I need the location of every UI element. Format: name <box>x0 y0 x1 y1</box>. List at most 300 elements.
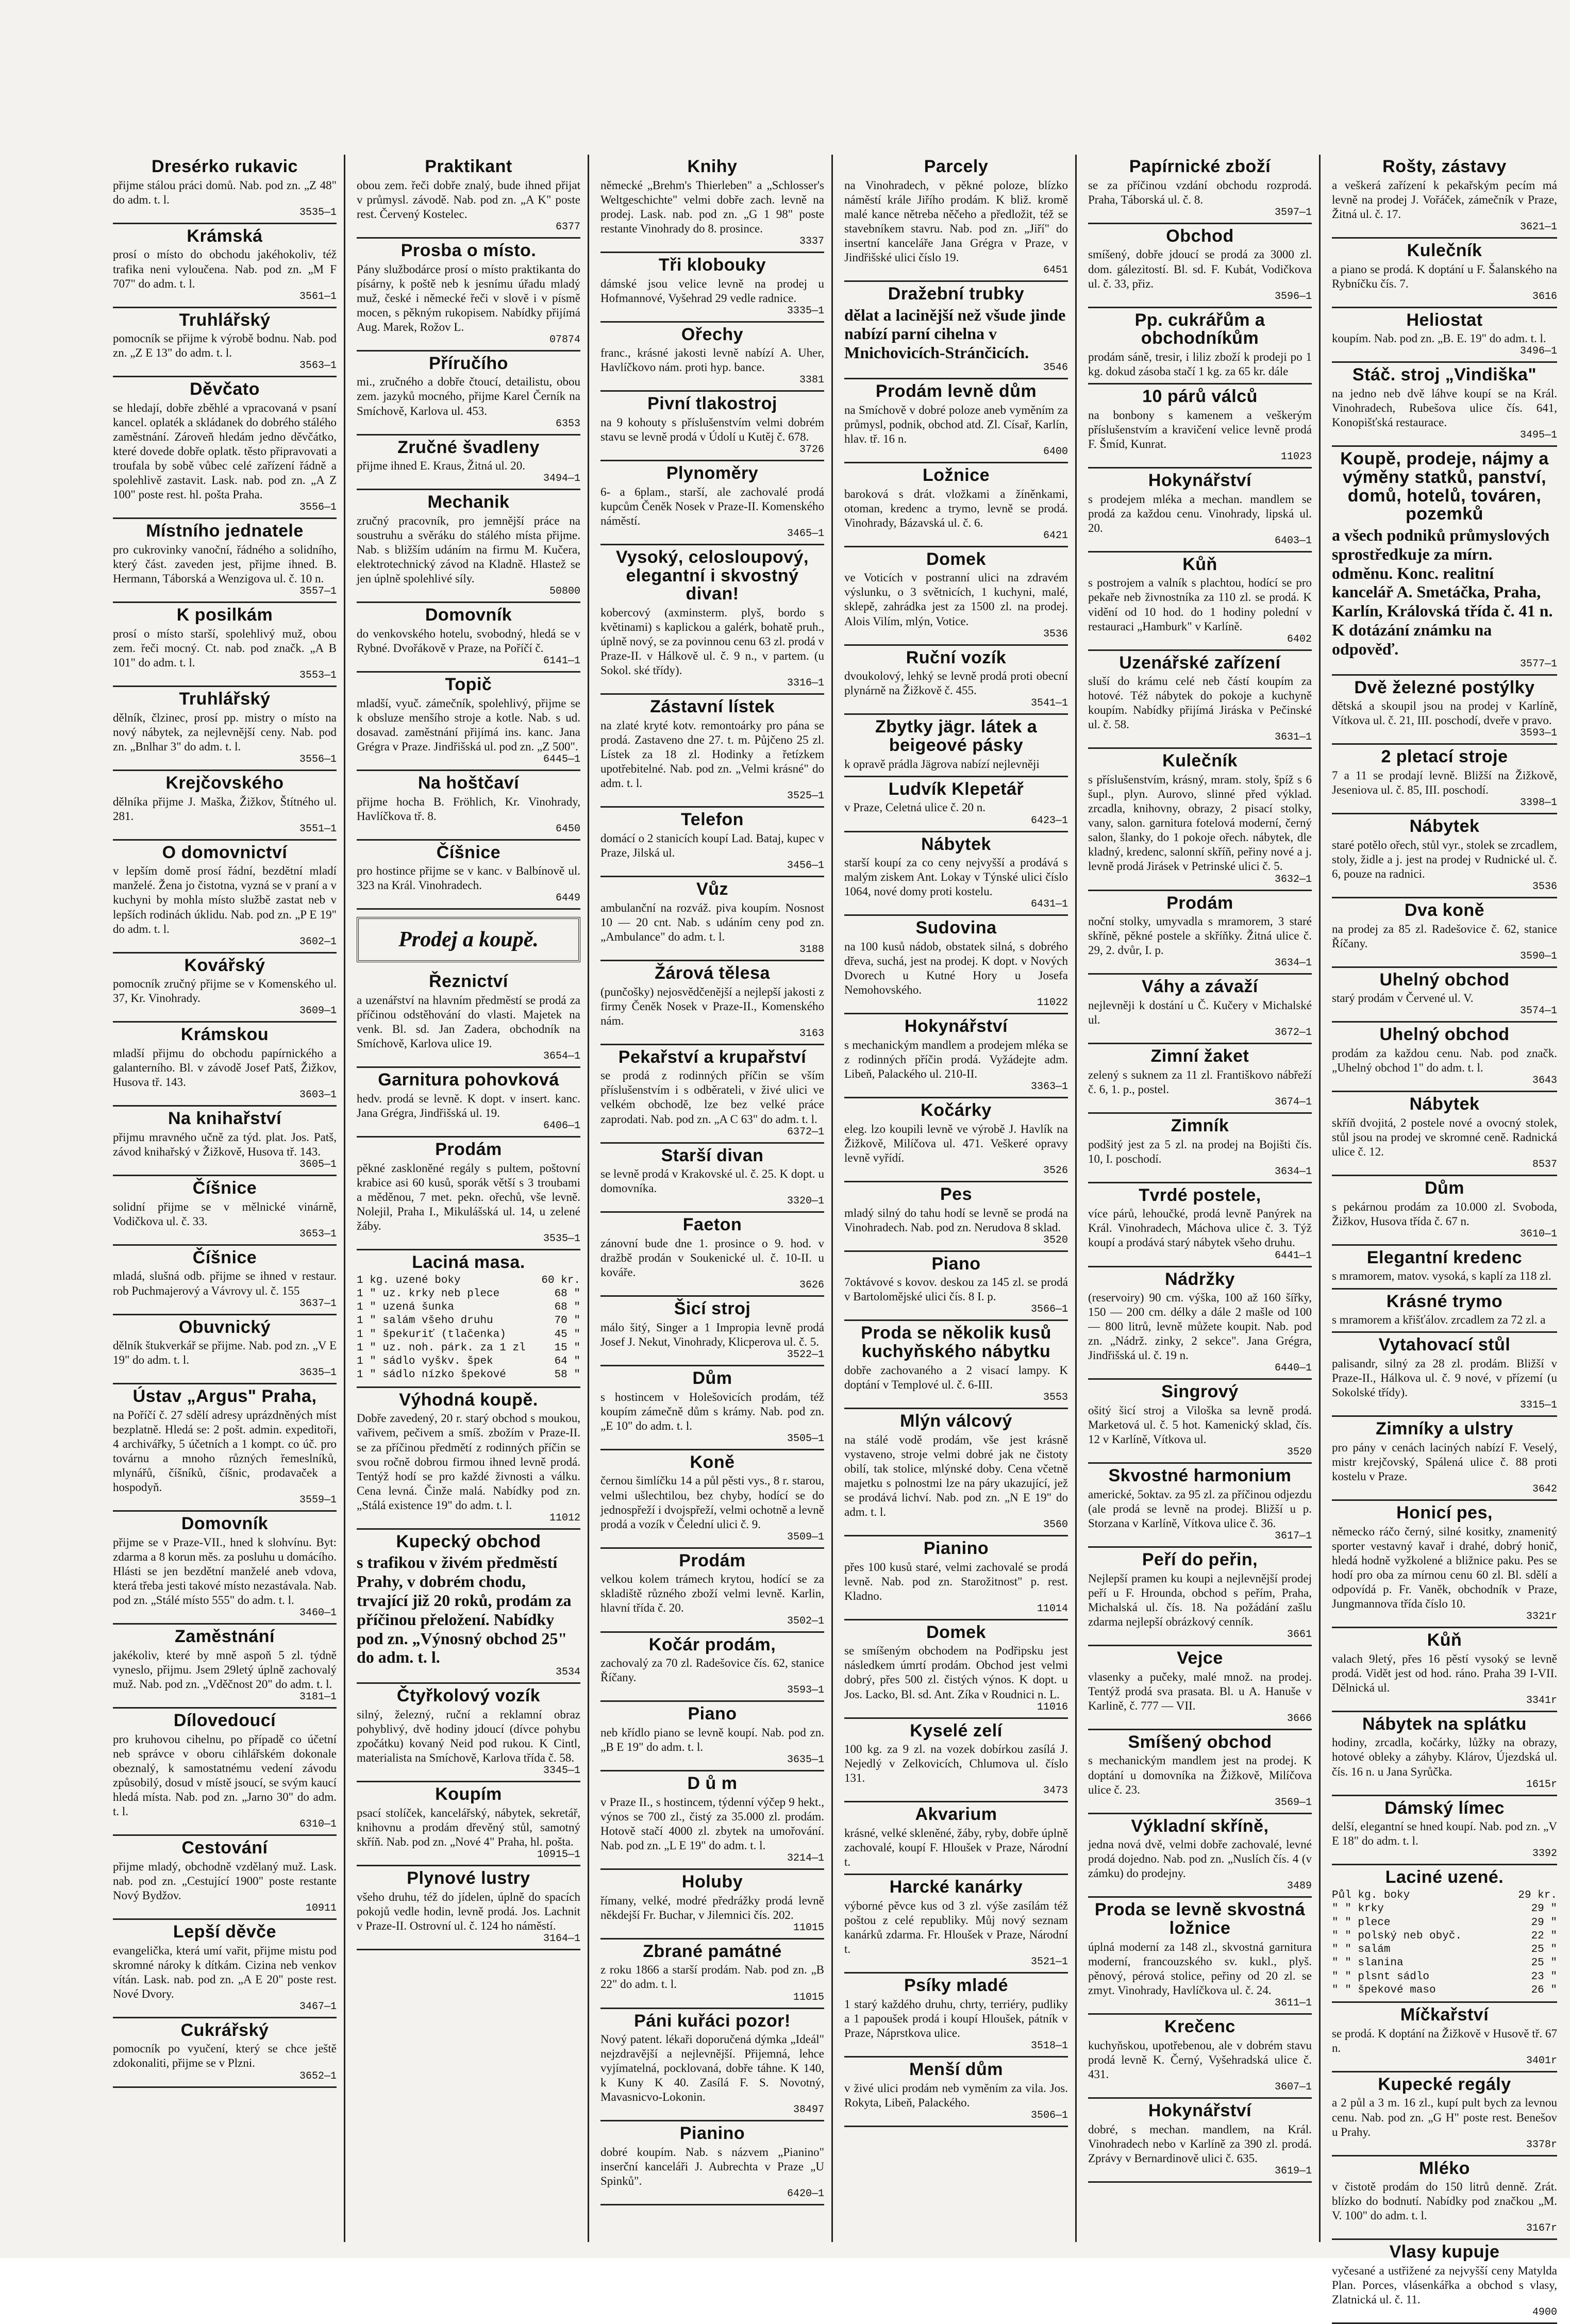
ad-code: 3611—1 <box>1274 1997 1312 2009</box>
ad-heading: Zaměstnání <box>175 1627 275 1647</box>
ad-heading: Praktikant <box>425 157 512 176</box>
price-list-item: 1 kg. uzené boky <box>357 1274 461 1286</box>
ad-text: mi., zručného a dobře čtoucí, detailistu, obou zem. jazyků mocného, přijme Karel Černík na Smíchově, Karlova ul. 453. <box>357 375 580 417</box>
classified-ad <box>844 547 1068 646</box>
ad-code: 11023 <box>1280 450 1312 463</box>
ad-code: 6441—1 <box>1274 1249 1312 1262</box>
price-list-price: 45 " <box>554 1328 580 1341</box>
ad-heading: Prosba o místo. <box>400 240 537 260</box>
ad-code: 3652—1 <box>299 2070 337 2082</box>
ad-code: 3560 <box>1043 1518 1068 1531</box>
classified-ad <box>1088 1183 1312 1267</box>
ad-code: 6451 <box>1043 264 1068 276</box>
classified-ad <box>844 1875 1068 1974</box>
classified-ad <box>1088 384 1312 469</box>
ad-heading: Krámskou <box>180 1025 269 1045</box>
ad-text: krásné, velké skleněné, žáby, ryby, dobře úplně zachovalé, koupí F. Hloušek v Praze, Národní t. <box>844 1827 1068 1869</box>
ad-code: 3341r <box>1526 1694 1557 1707</box>
classified-ad <box>1088 975 1312 1044</box>
ad-code: 6445—1 <box>543 753 580 765</box>
price-list-item: " " polský neb obyč. <box>1332 1930 1462 1942</box>
ad-text: málo šitý, Singer a 1 Impropia levně prodá Josef J. Nekut, Vinohrady, Klicperova ul. č. 5. <box>600 1320 824 1348</box>
ad-text: dělník štukverkář se přijme. Nab. pod zn. „V E 19" do adm. t. l. <box>113 1339 337 1367</box>
price-list-item: 1 " uzená šunka <box>357 1301 455 1314</box>
ad-heading: Kulečník <box>1407 240 1482 260</box>
classified-ad <box>113 603 337 687</box>
classified-ad <box>1088 651 1312 749</box>
ad-code: 3521—1 <box>1030 1956 1068 1968</box>
classified-ad <box>1088 155 1312 224</box>
ad-text: německo ráčo černý, silné kositky, znamenitý sporter vestavný kavař i drahé, dobrý honič, hledá hodně vyžkolené a bližnice paku. Pes se hodí pro oba za mírnou cenu 60 zl. Bl. sdělí a odpovídá p. Fr. Vaněk, obchodník v Praze, Jungmannova třída číslo 10. <box>1332 1525 1557 1610</box>
ad-heading: Obuvnický <box>178 1317 271 1337</box>
ad-heading: Telefon <box>681 810 744 830</box>
ad-code: 11022 <box>1037 997 1068 1009</box>
classified-ad <box>113 1246 337 1315</box>
price-list-price: 15 " <box>554 1342 580 1354</box>
ad-heading: Cestování <box>181 1838 268 1858</box>
ad-text: s prodejem mléka a mechan. mandlem se prodá za každou cenu. Vinohrady, lipská ul. 20. <box>1088 492 1312 534</box>
classified-ad <box>844 1719 1068 1803</box>
ad-code: 3654—1 <box>543 1050 580 1063</box>
price-list-row <box>357 1342 580 1355</box>
ad-heading: Pivní tlakostroj <box>647 394 777 414</box>
ad-code: 3619—1 <box>1274 2165 1312 2177</box>
ad-heading: Elegantní kredenc <box>1366 1247 1523 1267</box>
ad-text: a všech podniků průmyslových sprostředkuje za mírn. odměnu. Konc. realitní kancelář A. Smetáčka, Praha, Karlín, Královská třída č. 41 n. K dotázání známku na odpověď. <box>1332 525 1553 658</box>
ad-code: 3551—1 <box>299 823 337 835</box>
ad-text: přijme ihned E. Kraus, Žitná ul. 20. <box>357 459 526 473</box>
ad-code: 3536 <box>1043 628 1068 640</box>
ad-heading: Krámská <box>187 226 263 246</box>
classified-ad <box>1332 2003 1557 2072</box>
ad-code: 3188 <box>799 943 824 956</box>
ad-text: s hostincem v Holešovicích prodám, též koupím zámečně dům s krámy. Nab. pod zn. „E 10" do adm. t. l. <box>600 1390 824 1432</box>
price-list-item: " " plece <box>1332 1916 1391 1929</box>
ad-heading: Obchod <box>1166 226 1234 246</box>
ad-heading: Plynoměry <box>666 463 759 483</box>
classified-ad <box>1332 676 1557 745</box>
classified-ad <box>844 916 1068 1014</box>
ad-text: zachovalý za 70 zl. Radešovice čís. 62, stanice Říčany. <box>600 1657 824 1684</box>
ad-code: 3557—1 <box>299 586 337 598</box>
column-3 <box>593 155 833 2242</box>
ad-code: 3363—1 <box>1030 1081 1068 1093</box>
classified-ad <box>600 695 824 808</box>
ad-code: 3392 <box>1532 1848 1557 1860</box>
ad-code: 3465—1 <box>787 528 824 540</box>
classified-ad <box>357 1138 580 1250</box>
ad-text: a uzenářství na hlavním předměstí se prodá za příčinou odstěhování do vlasti. Majetek na venk. Bl. sd. Jan Zadera, obchodník na Smíchově, Karlova ulice 19. <box>357 994 580 1050</box>
ad-heading: Na knihařství <box>168 1109 282 1129</box>
price-list-price: 64 " <box>554 1356 580 1368</box>
ad-code: 6400 <box>1043 445 1068 458</box>
classified-ad <box>1332 1796 1557 1866</box>
ad-heading: Koupím <box>435 1784 502 1804</box>
ad-text: Nový patent. lékaři doporučená dýmka „Ideál" nejzdravější a nejlevnější. Přijemná, lehce vyjímatelná, pocklovaná, dobře táhne. K 140, k Kuny K 40. Zasílá F. S. Novotný, Mavasnicvo-Lokonin. <box>600 2033 824 2104</box>
ad-text: dělat a lacinější než všude jinde nabízí parní cihelna v Mnichovicích-Stránčicích. <box>844 305 1066 362</box>
ad-text: v čistotě prodám do 150 litrů denně. Zrát. blízko do bodnutí. Nabídky pod značkou „M. V. 100" do adm. t. l. <box>1332 2180 1557 2222</box>
ad-heading: Domek <box>926 549 986 569</box>
ad-heading: Kůň <box>1427 1630 1462 1650</box>
ad-text: pěkné zaskloněné regály s pultem, poštovní krabice asi 60 kusů, sporák větší s 3 troubami a měděnou, 7 met. pekn. ořechů, vše levně. Nolejil, Praha I., Mikulášská ul. 14, u zelené žáby. <box>357 1161 580 1232</box>
ad-text: skříň dvojitá, 2 postele nové a ovocný stolek, stůl jsou na prodej ve skromné ceně. Radnická ulice č. 12. <box>1332 1116 1557 1158</box>
ad-heading: Truhlářský <box>179 689 271 709</box>
ad-heading: Ruční vozík <box>906 647 1007 667</box>
classified-ad <box>1088 308 1312 384</box>
ad-heading: D ů m <box>687 1774 738 1794</box>
ad-text: mladší, vyuč. zámečník, spolehlivý, přijme se k obsluze menšího stroje a kotle. Nab. s ud. dosavad. zaměstnání přijímá ins. kanc. Jana Grégra v Praze. Jindřišská ul. pod zn. „Z 500". <box>357 696 580 753</box>
price-list-table <box>1332 1889 1557 1997</box>
ad-heading: K posilkám <box>176 605 273 625</box>
price-list-row <box>1332 1889 1557 1902</box>
ad-code: 3321r <box>1526 1610 1557 1623</box>
ad-text: na stálé vodě prodám, vše jest krásně vystaveno, stroje velmi dobré jak ne čistoty obilí, tak stolice, mlýnské doby. Cena včetně majetku s polnostmi lze na páry ukazující, jež se prodává lichví. Nab. pod zn. „N E 19" do adm. t. l. <box>844 1433 1068 1518</box>
ad-heading: Čtyřkolový vozík <box>396 1686 541 1706</box>
ad-text: nejlevněji k dostání u Č. Kučery v Michalské ul. <box>1088 999 1312 1027</box>
ad-text: mladá, slušná odb. přijme se ihned v restaur. rob Puchmajerový a Vávrovy ul. č. 155 <box>113 1269 337 1297</box>
ad-text: americké, 5oktav. za 95 zl. za příčinou odjezdu (ale prodá se levně na prodej. Bližší u p. Storzana v Karlíně, Vítkova ulice č. 36. <box>1088 1487 1312 1530</box>
ad-text: více párů, lehoučké, prodá levně Panýrek na Král. Vinohradech, Máchova ulice č. 3. Týž koupí a prodává starý nábytek všeho druhu. <box>1088 1207 1312 1249</box>
ad-code: 6406—1 <box>543 1120 580 1132</box>
ad-text: se za příčinou vzdání obchodu rozprodá. Praha, Táborská ul. č. 8. <box>1088 178 1312 206</box>
ad-code: 3378r <box>1526 2138 1557 2151</box>
ad-text: Pány službodárce prosí o místo praktikanta do písárny, k poště neb k jesnímu úřadu mladý muž, české i německé řeči v slově i v písmě mocen, s pěkným rukopisem. Nabídky přijímá Aug. Marek, Rožov L. <box>357 262 580 333</box>
ad-text: s mramorem, matov. vysoká, s kaplí za 118 zl. <box>1332 1269 1551 1283</box>
classified-ad <box>357 1530 580 1684</box>
ad-heading: Proda se několik kusů kuchyňského nábytku <box>861 1323 1051 1362</box>
ad-heading: Vytahovací stůl <box>1378 1335 1511 1355</box>
ad-heading: Hokynářství <box>1148 2100 1252 2120</box>
ad-heading: Lepší děvče <box>173 1921 277 1942</box>
ad-text: k opravě prádla Jägrova nabízí nejlevněji <box>844 757 1040 771</box>
ad-code: 11014 <box>1037 1602 1068 1615</box>
ad-heading: Kupecké regály <box>1378 2074 1511 2094</box>
classified-ad <box>113 1384 337 1512</box>
ad-text: zručný pracovník, pro jemnější práce na soustruhu a svěráku do stálého místa přijme. Nab. s bližším udáním na firmu M. Kučera, elektrotechnický závod na Kladně. Hlastež se jen úplně spolehlivé síly. <box>357 514 580 586</box>
classified-ad <box>1088 2099 1312 2183</box>
ad-heading: Domek <box>926 1622 986 1642</box>
ad-code: 3489 <box>1287 1880 1312 1893</box>
classified-ad <box>113 1023 337 1107</box>
classified-ad <box>1088 1646 1312 1730</box>
classified-ad <box>357 841 580 910</box>
ad-heading: Na hoštčaví <box>417 773 520 793</box>
ad-code: 10915—1 <box>537 1848 580 1861</box>
ad-text: franc., krásné jakosti levně nabízí A. Uher, Havlíčkovo nám. proti hyp. bance. <box>600 346 824 374</box>
ad-code: 3456—1 <box>787 860 824 872</box>
ad-heading: Dva koně <box>1404 900 1485 920</box>
classified-ad <box>600 392 824 461</box>
classified-ad <box>113 308 337 378</box>
price-list-row <box>1332 1943 1557 1957</box>
ad-text: pro cukrovinky vanoční, řádného a solidního, který část. zaveden jest, přijme ihned. B. Hermann, Táborská a Wenzigova ul. č. 10 n. <box>113 543 337 586</box>
ad-heading: Ústav „Argus" Praha, <box>132 1386 317 1407</box>
ad-heading: Piano <box>688 1704 737 1724</box>
ad-code: 3520 <box>1043 1234 1068 1246</box>
ad-code: 3167r <box>1526 2222 1557 2235</box>
classified-ad <box>600 1771 824 1870</box>
price-list-row <box>357 1368 580 1382</box>
ad-text: z roku 1866 a starší prodám. Nab. pod zn. „B 22" do adm. t. l. <box>600 1963 824 1991</box>
ad-heading: Číšnice <box>436 842 501 862</box>
classified-ad <box>113 1107 337 1176</box>
ad-code: 6310—1 <box>299 1818 337 1831</box>
classified-ad <box>357 1866 580 1950</box>
ad-text: pro hostince přijme se v kanc. v Balbínově ul. 323 na Král. Vinohradech. <box>357 864 580 892</box>
ad-code: 3381 <box>799 374 824 387</box>
ad-heading: Heliostat <box>1406 310 1483 330</box>
classified-ad <box>1332 1501 1557 1628</box>
ad-code: 11016 <box>1037 1701 1068 1713</box>
price-list <box>357 1250 580 1388</box>
ad-text: dobré koupím. Nab. s názvem „Pianino" inserční kanceláři J. Aubrechta v Praze „U Spinků". <box>600 2146 824 2188</box>
ad-heading: Uzenářské zařízení <box>1119 653 1281 673</box>
ad-text: pomocník po vyučení, který se chce ještě zdokonaliti, přijme se v Plzni. <box>113 2042 337 2070</box>
price-list-item: 1 " sádlo vyškv. špek <box>357 1356 493 1368</box>
ad-heading: Honicí pes, <box>1396 1502 1493 1523</box>
classified-ad <box>600 461 824 545</box>
price-list-item: 1 " sádlo nízko špekové <box>357 1369 506 1381</box>
price-list-item: " " krky <box>1332 1903 1384 1915</box>
ad-code: 3597—1 <box>1274 206 1312 219</box>
ad-text: přijme mladý, obchodně vzdělaný muž. Lask. nab. pod zn. „Cestující 1900" poste restante Nový Bydžov. <box>113 1860 337 1902</box>
classified-ad <box>1088 1114 1312 1183</box>
ad-text: jakékoliv, které by mně aspoň 5 zl. týdně vyneslo, přijmu. Jsem 29letý úplně zachovalý muž. Nab. pod zn. „Vděčnost 20" do adm. t. l. <box>113 1648 337 1691</box>
price-list-title: Laciná masa. <box>412 1252 525 1273</box>
ad-code: 3634—1 <box>1274 957 1312 969</box>
ad-code: 11015 <box>793 1921 824 1934</box>
price-list-item: 1 " salám všeho druhu <box>357 1315 493 1327</box>
ad-code: 3335—1 <box>787 305 824 317</box>
ad-heading: Cukrářský <box>180 2020 269 2040</box>
ad-text: hodiny, zrcadla, kočárky, lůžky na obrazy, hotové obleky a záhyby. Klárov, Újezdská ul. čís. 16 n. u Jana Syrůčka. <box>1332 1736 1557 1778</box>
classified-ad <box>1332 814 1557 898</box>
classified-ad <box>1088 469 1312 553</box>
price-list-item: " " plsnt sádlo <box>1332 1970 1430 1983</box>
classified-ad <box>600 1366 824 1450</box>
ad-code: 6449 <box>555 892 580 905</box>
ad-code: 3559—1 <box>299 1494 337 1507</box>
ad-heading: Faeton <box>682 1215 742 1235</box>
price-list-row <box>1332 1916 1557 1930</box>
classified-ad <box>600 1450 824 1549</box>
ad-text: mladý silný do tahu hodí se levně se prodá na Vinohradech. Nab. pod zn. Nerudova 8 sklad. <box>844 1206 1068 1234</box>
ad-text: obou zem. řeči dobře znalý, bude ihned přijat v průmysl. závodě. Nab. pod zn. „A K" poste rest. Červený Kostelec. <box>357 178 580 221</box>
classified-ad <box>600 1144 824 1213</box>
ad-code: 3631—1 <box>1274 731 1312 744</box>
ad-text: baroková s drát. vložkami a žíněnkami, otoman, kredenc a trymo, levně se prodá. Vinohrady, Bázavská ul. č. 6. <box>844 487 1068 529</box>
ad-heading: Prodám levně dům <box>875 381 1037 402</box>
ad-code: 3181—1 <box>299 1691 337 1703</box>
ad-text: velkou kolem trámech krytou, hodící se za skladiště různého zboží velmi levně. Karlin, hlavní třída č. 20. <box>600 1573 824 1615</box>
price-list-item: " " slanina <box>1332 1957 1404 1969</box>
ad-heading: Hokynářství <box>1148 470 1252 490</box>
ad-text: valach 9letý, přes 16 pěstí vysoký se levně prodá. Vidět jest od hod. ráno. Praha 39 I-VII. Dělnická ul. <box>1332 1652 1557 1694</box>
ad-heading: Domovník <box>181 1514 269 1534</box>
ad-heading: Dresérko rukavic <box>152 157 298 176</box>
ad-heading: Stáč. stroj „Vindiška" <box>1352 365 1537 385</box>
ad-text: hedv. prodá se levně. K dopt. v insert. kanc. Jana Grégra, Jindřišská ul. 19. <box>357 1092 580 1120</box>
ad-heading: Zástavní lístek <box>650 697 775 717</box>
ad-text: eleg. lzo koupili levně ve výrobě J. Havlík na Žižkově, Milíčova ul. 471. Veškeré opravy levně vyřídí. <box>844 1122 1068 1164</box>
ad-code: 3635—1 <box>299 1367 337 1379</box>
ad-heading: Číšnice <box>192 1178 257 1198</box>
ad-code: 3602—1 <box>299 935 337 948</box>
ad-text: dětská a skoupil jsou na prodej v Karlíně, Vítkova ul. č. 21, III. poschodí, dveře v pravo. <box>1332 699 1557 727</box>
ad-code: 3590—1 <box>1519 950 1557 962</box>
ad-text: se prodá z rodinných příčin se vším příslušenstvím i s odběrateli, v živé ulici ve velkém obchodě, lze bez velké práce zaprodati. Nab. pod zn. „A C 63" do adm. t. l. <box>600 1069 824 1126</box>
classified-ad <box>357 969 580 1068</box>
classified-ad <box>844 1409 1068 1536</box>
classified-ad <box>600 1549 824 1633</box>
classified-ad <box>113 1176 337 1246</box>
ad-code: 6431—1 <box>1030 898 1068 911</box>
classified-ad <box>113 687 337 771</box>
ad-text: na bonbony s kamenem a veškerým příslušenstvím a kravičení velice levně prodá F. Šmíd, Kunrat. <box>1088 408 1312 450</box>
ad-code: 3607—1 <box>1274 2081 1312 2093</box>
ad-text: úplná moderní za 148 zl., skvostná garnitura moderní, francouzského sv. kukl., plyš. pěnový, pérová stolice, peřiny od 20 zl. se zmyt. Vinohrady, Havlíčkova ul. č. 24. <box>1088 1940 1312 1997</box>
ad-heading: Holuby <box>681 1871 743 1892</box>
price-list-row <box>357 1314 580 1328</box>
ad-text: neb křídlo piano se levně koupí. Nab. pod zn. „B E 19" do adm. t. l. <box>600 1726 824 1754</box>
ad-text: na prodej za 85 zl. Radešovice č. 62, stanice Říčany. <box>1332 922 1557 950</box>
classified-ad <box>1332 1333 1557 1417</box>
ad-heading: Ořechy <box>681 324 744 344</box>
classified-ad <box>600 1045 824 1144</box>
classified-ad <box>600 877 824 961</box>
ad-code: 07874 <box>549 333 580 346</box>
price-list-price: 58 " <box>554 1369 580 1381</box>
price-list-row <box>357 1301 580 1314</box>
ad-code: 10911 <box>305 1902 337 1914</box>
ad-code: 6353 <box>555 417 580 430</box>
classified-ad <box>600 1633 824 1702</box>
classified-ad <box>600 1940 824 2009</box>
ad-code: 3577—1 <box>1519 658 1557 670</box>
ad-heading: Zbytky jägr. látek a beigeové pásky <box>875 717 1038 756</box>
ad-heading: Smíšený obchod <box>1128 1732 1272 1752</box>
ad-heading: Vlasy kupuje <box>1389 2242 1500 2262</box>
classified-ad <box>600 2009 824 2122</box>
classified-ad <box>113 1315 337 1385</box>
ad-heading: Prodám <box>435 1140 502 1160</box>
ad-code: 3553 <box>1043 1391 1068 1403</box>
ad-heading: Výhodná koupě. <box>399 1390 538 1410</box>
classified-ad <box>600 1297 824 1366</box>
ad-heading: Tvrdé postele, <box>1139 1185 1261 1205</box>
classified-columns <box>106 155 1564 2319</box>
ad-code: 3495—1 <box>1519 429 1557 442</box>
price-list-item: " " salám <box>1332 1944 1391 1956</box>
ad-text: ošitý šicí stroj a Viloška sa levně prodá. Marketová ul. č. 5 hot. Kamenický sklad, čís. 12 v Karlíně, Vítkova ul. <box>1088 1404 1312 1446</box>
ad-heading: Parcely <box>924 157 989 176</box>
ad-code: 3563—1 <box>299 360 337 372</box>
classified-ad <box>600 808 824 877</box>
ad-heading: Krečenc <box>1164 2017 1235 2036</box>
classified-ad <box>1332 363 1557 447</box>
ad-text: starší koupí za co ceny nejvyšší a prodává s malým ziskem Ant. Lokay v Týnské ulici číslo 1064, nové domy proti kostelu. <box>844 856 1068 898</box>
ad-heading: Psíky mladé <box>904 1976 1009 1996</box>
ad-heading: Prodám <box>1166 893 1233 913</box>
ad-code: 6450 <box>555 823 580 835</box>
ad-heading: Kůň <box>1182 554 1217 574</box>
ad-code: 6420—1 <box>787 2188 824 2200</box>
classified-ad <box>1088 891 1312 975</box>
ad-text: dobré, s mechan. mandlem, na Král. Vinohradech nebo v Karlíně za 390 zl. prodá. Zprávy v Bernardinově ulici č. 635. <box>1088 2122 1312 2165</box>
ad-text: psací stolíček, kancelářský, nábytek, sekretář, knihovnu a prodám dřevěný stůl, samotný skříň. Nab. pod zn. „Nové 4" Praha, hl. pošta. <box>357 1806 580 1848</box>
ad-heading: Dámský límec <box>1384 1798 1505 1818</box>
price-list-price: 68 " <box>554 1301 580 1314</box>
ad-code: 3541—1 <box>1030 697 1068 710</box>
ad-heading: 2 pletací stroje <box>1381 747 1508 767</box>
price-list-price: 60 kr. <box>541 1274 580 1286</box>
classified-ad <box>357 1388 580 1530</box>
column-4 <box>837 155 1077 2242</box>
ad-heading: Nábytek <box>921 834 991 854</box>
ad-code: 6440—1 <box>1274 1362 1312 1375</box>
ad-heading: Hokynářství <box>904 1016 1008 1036</box>
classified-ad <box>1088 1380 1312 1464</box>
ad-heading: Proda se levně skvostná ložnice <box>1094 1900 1306 1938</box>
ad-code: 3569—1 <box>1274 1796 1312 1809</box>
ad-heading: Papírnické zboží <box>1129 157 1271 176</box>
column-6 <box>1325 155 1564 2319</box>
ad-text: a veškerá zařízení k pekařským pecím má levně na prodej J. Vořáček, zámečník v Praze, Žitná ul. č. 17. <box>1332 178 1557 221</box>
ad-code: 3593—1 <box>1519 727 1557 740</box>
ad-code: 3634—1 <box>1274 1165 1312 1178</box>
ad-code: 3637—1 <box>299 1297 337 1310</box>
ad-heading: Mléko <box>1419 2158 1470 2178</box>
ad-heading: Zručné švadleny <box>397 437 540 457</box>
ad-heading: Ludvík Klepetář <box>888 779 1024 799</box>
ad-text: zelený s suknem za 11 zl. Františkovo nábřeží č. 6, 1. p., postel. <box>1088 1068 1312 1096</box>
ad-heading: Šicí stroj <box>674 1299 751 1319</box>
classified-ad <box>844 155 1068 282</box>
price-list-item: 1 " uz. krky neb plece <box>357 1288 500 1300</box>
ad-code: 3535—1 <box>299 206 337 219</box>
ad-heading: Sudovina <box>915 918 997 938</box>
classified-ad <box>844 646 1068 715</box>
classified-ad <box>357 352 580 436</box>
classified-ad <box>1332 239 1557 308</box>
classified-ad <box>113 519 337 603</box>
classified-ad <box>113 1625 337 1709</box>
classified-ad <box>600 2121 824 2205</box>
classified-ad <box>357 603 580 673</box>
classified-ad <box>357 436 580 491</box>
ad-text: s mechanickým mandlem a prodejem mléka se z rodinných příčin prodá. Vyžádejte adm. Libeň, Palackého ul. 210-II. <box>844 1038 1068 1080</box>
ad-heading: Prodám <box>679 1550 746 1570</box>
ad-code: 3214—1 <box>787 1852 824 1864</box>
ad-heading: Domovník <box>425 605 512 625</box>
ad-code: 3337 <box>799 235 824 247</box>
price-list-price: 26 " <box>1531 1984 1557 1996</box>
price-list-row <box>357 1355 580 1368</box>
ad-heading: Zimníky a ulstry <box>1376 1419 1513 1439</box>
ad-heading: Páni kuřáci pozor! <box>634 2011 791 2031</box>
price-list-row <box>357 1288 580 1301</box>
price-list-price: 22 " <box>1531 1930 1557 1942</box>
ad-code: 3496—1 <box>1519 345 1557 358</box>
ad-heading: Skvostné harmonium <box>1108 1466 1292 1486</box>
ad-code: 6423—1 <box>1030 814 1068 827</box>
ad-code: 3626 <box>799 1279 824 1292</box>
ad-heading: Pianino <box>679 2124 745 2144</box>
ad-code: 3467—1 <box>299 2000 337 2013</box>
ad-text: římany, velké, modré předrážky prodá levně někdejší Fr. Buchar, v Jilemnici čís. 202. <box>600 1894 824 1921</box>
ad-text: sluší do krámu celé neb částí koupím za hotové. Též nábytek do pokoje a kuchyně koupím. Nabídky přijímá Jiráska v Pečinské ul. č. 58. <box>1088 675 1312 731</box>
ad-text: smíšený, dobře jdoucí se prodá za 3000 zl. dom. gálezitostí. Bl. sd. F. Kubát, Vodičkova ul. č. 33, přiz. <box>1088 248 1312 290</box>
